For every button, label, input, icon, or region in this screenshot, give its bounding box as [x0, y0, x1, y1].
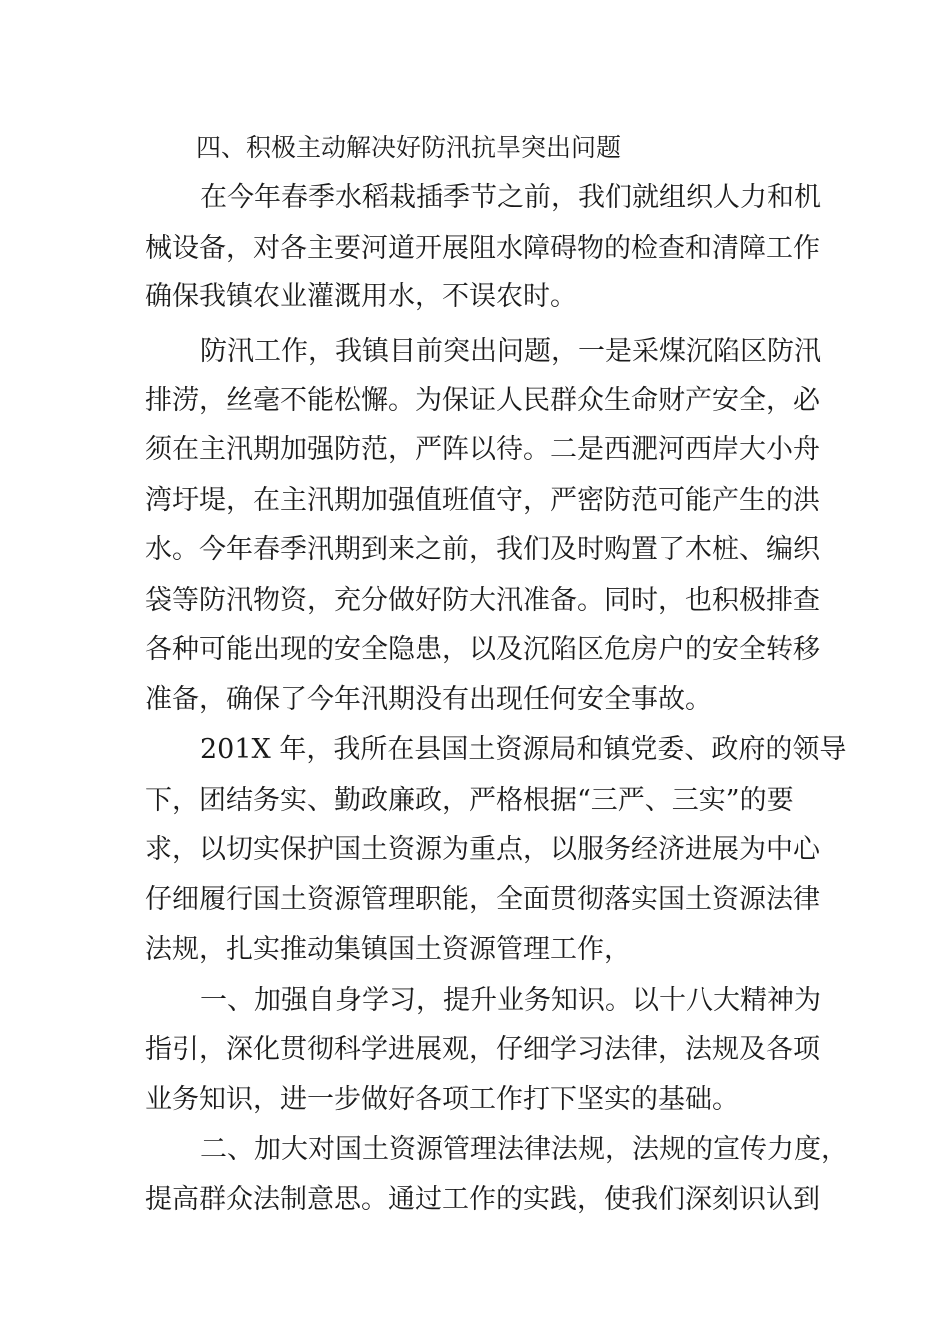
paragraph-2-line-7: 各种可能出现的安全隐患，以及沉陷区危房户的安全转移 — [145, 634, 820, 665]
paragraph-3-line-1: 201X 年，我所在县国土资源局和镇党委、政府的领导 — [200, 734, 847, 765]
paragraph-5-line-2: 提高群众法制意思。通过工作的实践，使我们深刻识认到 — [145, 1184, 820, 1215]
paragraph-2-line-3: 须在主汛期加强防范，严阵以待。二是西淝河西岸大小舟 — [145, 434, 820, 465]
paragraph-3-line-4: 仔细履行国土资源管理职能，全面贯彻落实国土资源法律 — [145, 884, 820, 915]
paragraph-3-line-2: 下，团结务实、勤政廉政，严格根据“三严、三实”的要 — [145, 785, 794, 816]
paragraph-5-line-1: 二、加大对国土资源管理法律法规，法规的宣传力度， — [200, 1134, 848, 1165]
paragraph-2-line-1: 防汛工作，我镇目前突出问题，一是采煤沉陷区防汛 — [200, 336, 821, 367]
paragraph-1-line-1: 在今年春季水稻栽插季节之前，我们就组织人力和机 — [200, 182, 821, 213]
paragraph-2-line-2: 排涝，丝毫不能松懈。为保证人民群众生命财产安全，必 — [145, 385, 820, 416]
paragraph-1-line-3: 确保我镇农业灌溉用水，不误农时。 — [145, 281, 577, 312]
paragraph-1-line-2: 械设备，对各主要河道开展阻水障碍物的检查和清障工作 — [145, 233, 820, 264]
paragraph-3-line-3: 求，以切实保护国土资源为重点，以服务经济进展为中心 — [145, 834, 820, 865]
paragraph-3-line-5: 法规，扎实推动集镇国土资源管理工作， — [145, 934, 631, 965]
paragraph-4-line-3: 业务知识，进一步做好各项工作打下坚实的基础。 — [145, 1084, 739, 1115]
paragraph-2-line-8: 准备，确保了今年汛期没有出现任何安全事故。 — [145, 684, 712, 715]
paragraph-2-line-6: 袋等防汛物资，充分做好防大汛准备。同时，也积极排查 — [145, 585, 820, 616]
paragraph-2-line-5: 水。今年春季汛期到来之前，我们及时购置了木桩、编织 — [145, 534, 820, 565]
section-heading: 四、积极主动解决好防汛抗旱突出问题 — [196, 133, 622, 162]
paragraph-2-line-4: 湾圩堤，在主汛期加强值班值守，严密防范可能产生的洪 — [145, 485, 820, 516]
paragraph-4-line-2: 指引，深化贯彻科学进展观，仔细学习法律，法规及各项 — [145, 1034, 820, 1065]
paragraph-4-line-1: 一、加强自身学习，提升业务知识。以十八大精神为 — [200, 985, 821, 1016]
